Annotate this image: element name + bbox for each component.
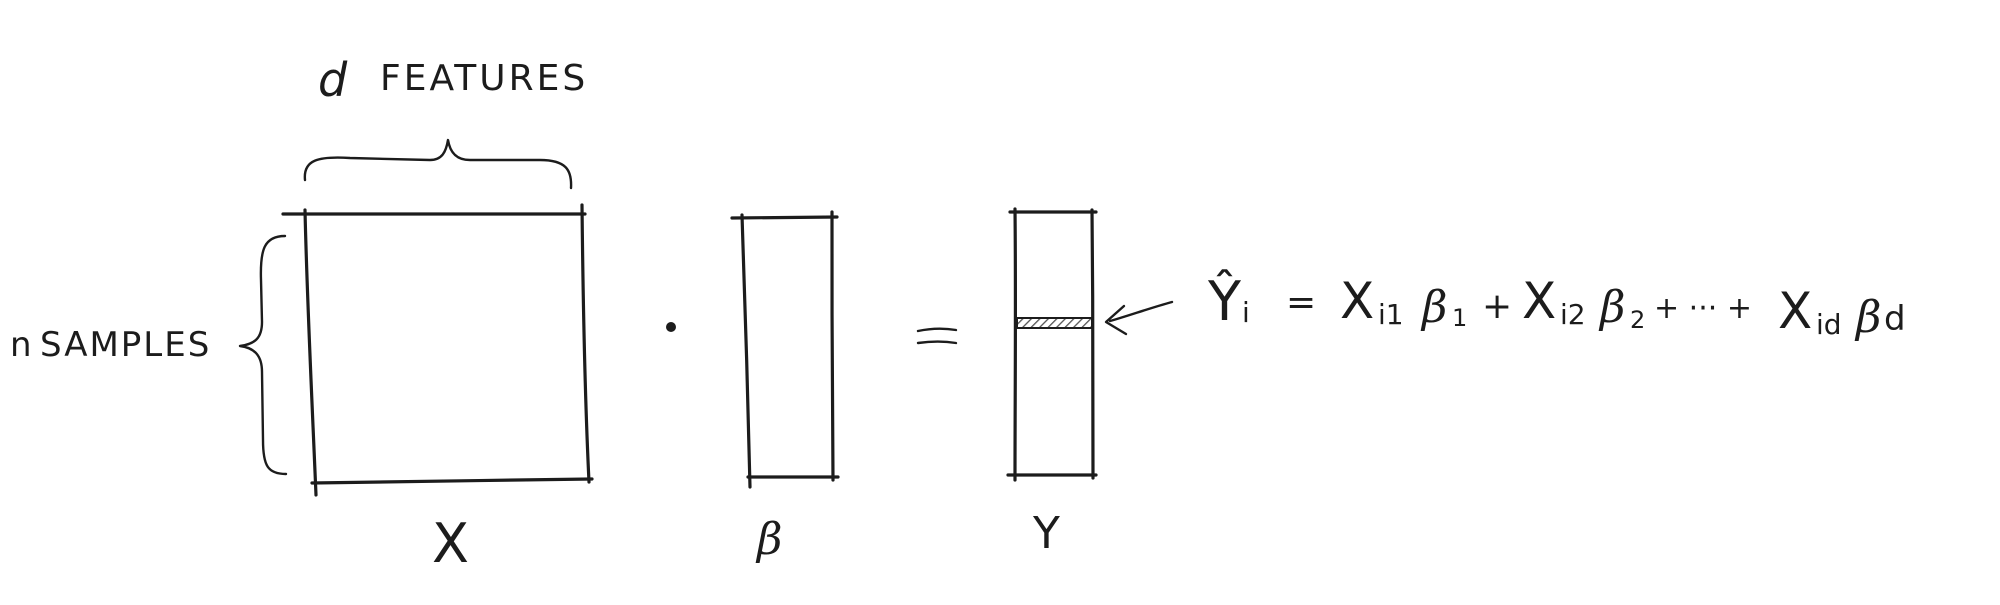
samples-word: SAMPLES <box>40 325 212 365</box>
vector-beta <box>732 212 838 487</box>
term1-coef: β <box>1422 282 1448 333</box>
row-arrow <box>1106 302 1172 334</box>
term2-sub: i2 <box>1560 298 1586 331</box>
prediction-equation <box>1207 270 1906 343</box>
term2-coef-sub: 2 <box>1630 306 1646 334</box>
plus-1: + <box>1482 286 1513 327</box>
features-label <box>318 53 588 107</box>
term1-coef-sub: 1 <box>1452 304 1468 332</box>
matrix-x <box>283 205 592 495</box>
vector-y-label: Y <box>1033 508 1060 559</box>
samples-brace <box>240 236 286 474</box>
features-word: FEATURES <box>380 58 589 99</box>
ellipsis-plus: + ··· + <box>1654 291 1752 326</box>
equation-lhs-sub: i <box>1242 296 1250 329</box>
dot-operator <box>666 322 676 332</box>
equation-lhs: Ŷ <box>1208 270 1241 333</box>
matrix-x-label: X <box>432 512 469 575</box>
term3-sub: id <box>1816 308 1842 341</box>
equation-equals: = <box>1286 282 1317 323</box>
highlighted-row <box>1017 318 1092 328</box>
features-brace <box>305 140 571 188</box>
vector-y <box>1008 209 1096 480</box>
term2-coef: β <box>1600 282 1626 333</box>
samples-letter: n <box>10 325 32 365</box>
vector-beta-label: β <box>757 514 783 565</box>
samples-label <box>10 325 211 365</box>
term3-var: X <box>1778 282 1813 340</box>
features-letter: d <box>318 53 348 107</box>
term1-sub: i1 <box>1378 298 1404 331</box>
term2-var: X <box>1522 272 1557 330</box>
term3-coef-sub: d <box>1884 299 1906 339</box>
equals-operator <box>918 329 956 343</box>
term1-var: X <box>1340 272 1375 330</box>
term3-coef: β <box>1856 292 1882 343</box>
